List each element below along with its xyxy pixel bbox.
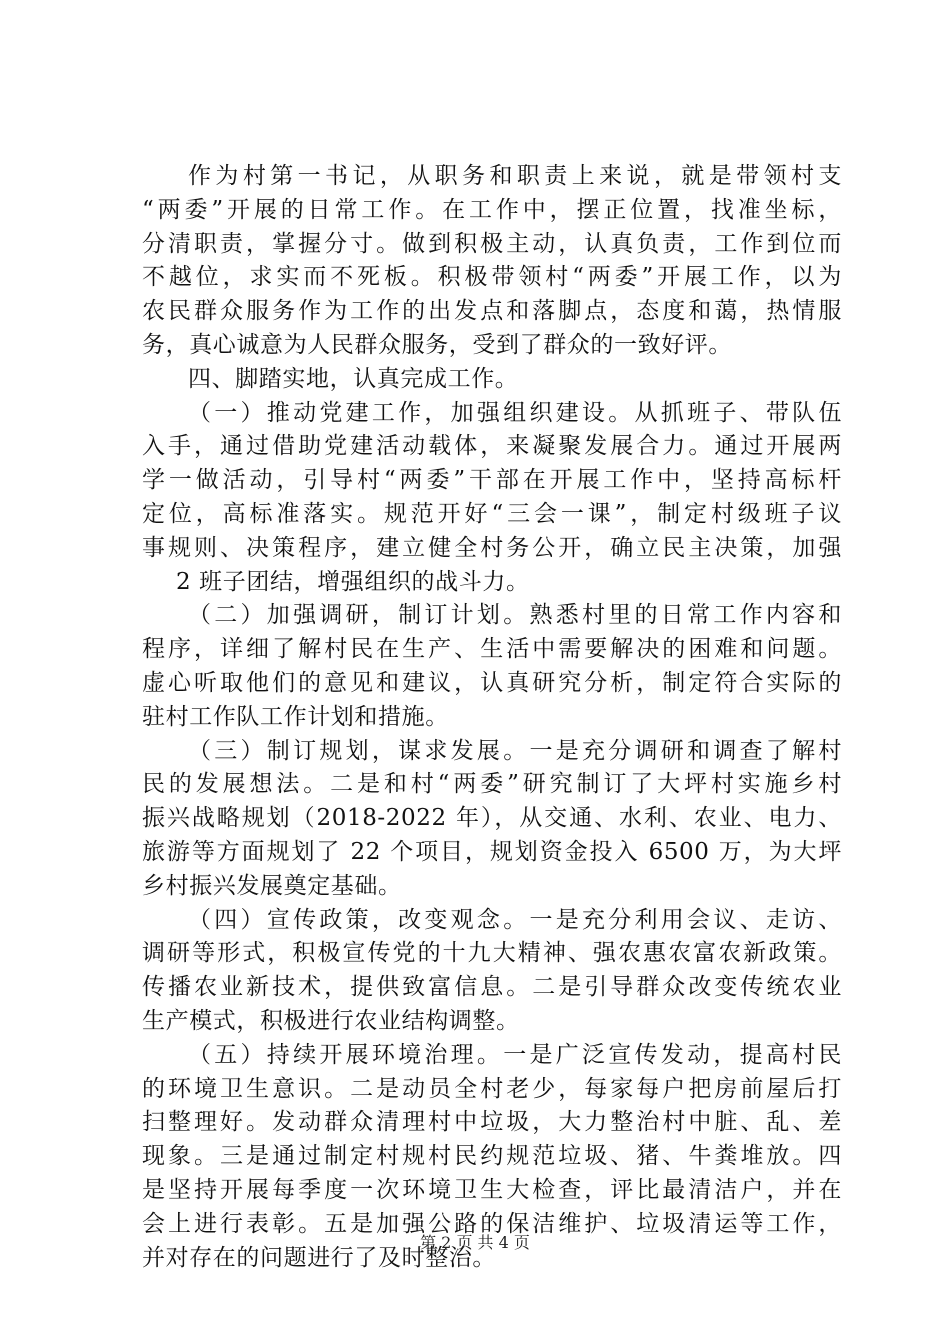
text-line: （三）制订规划，谋求发展。一是充分调研和调查了解村 bbox=[188, 737, 842, 764]
text-line: 事规则、决策程序，建立健全村务公开，确立民主决策，加强 bbox=[142, 534, 842, 561]
text-line: （一）推动党建工作，加强组织建设。从抓班子、带队伍 bbox=[188, 399, 842, 426]
text-line: 生产模式，积极进行农业结构调整。 bbox=[142, 1007, 520, 1034]
text-line: 会上进行表彰。五是加强公路的保洁维护、垃圾清运等工作， bbox=[142, 1210, 842, 1237]
text-line: 不越位，求实而不死板。积极带领村“两委”开展工作，以为 bbox=[142, 264, 842, 291]
text-line: （二）加强调研，制订计划。熟悉村里的日常工作内容和 bbox=[188, 602, 842, 629]
text-line: 入手，通过借助党建活动载体，来凝聚发展合力。通过开展两 bbox=[142, 433, 842, 460]
text-line: 乡村振兴发展奠定基础。 bbox=[142, 872, 402, 899]
text-line: 并对存在的问题进行了及时整治。 bbox=[142, 1244, 496, 1271]
text-line: 民的发展想法。二是和村“两委”研究制订了大坪村实施乡村 bbox=[142, 771, 842, 798]
text-line: 是坚持开展每季度一次环境卫生大检查，评比最清洁户，并在 bbox=[142, 1176, 842, 1203]
text-line: 作为村第一书记，从职务和职责上来说，就是带领村支 bbox=[188, 163, 842, 189]
page-footer: 第 2 页 共 4 页 bbox=[420, 1233, 530, 1252]
text-line: 的环境卫生意识。二是动员全村老少，每家每户把房前屋后打 bbox=[142, 1075, 842, 1102]
text-line: “两委”开展的日常工作。在工作中，摆正位置，找准坐标， bbox=[142, 196, 842, 223]
text-line: 虚心听取他们的意见和建议，认真研究分析，制定符合实际的 bbox=[142, 669, 842, 696]
text-line: 振兴战略规划（2018-2022 年），从交通、水利、农业、电力、 bbox=[142, 805, 842, 832]
text-line: 调研等形式，积极宣传党的十九大精神、强农惠农富农新政策。 bbox=[142, 940, 842, 967]
text-line: 务，真心诚意为人民群众服务，受到了群众的一致好评。 bbox=[142, 331, 732, 358]
text-line: 定位，高标准落实。规范开好“三会一课”，制定村级班子议 bbox=[142, 500, 842, 527]
text-line: 驻村工作队工作计划和措施。 bbox=[142, 703, 449, 730]
text-line: 扫整理好。发动群众清理村中垃圾，大力整治村中脏、乱、差 bbox=[142, 1109, 842, 1136]
document-body bbox=[142, 160, 842, 1275]
text-line: 现象。三是通过制定村规村民约规范垃圾、猪、牛粪堆放。四 bbox=[142, 1143, 842, 1170]
text-line: 2 班子团结，增强组织的战斗力。 bbox=[176, 568, 530, 595]
text-line: 学一做活动，引导村“两委”干部在开展工作中，坚持高标杆 bbox=[142, 467, 842, 494]
text-line: 分清职责，掌握分寸。做到积极主动，认真负责，工作到位而 bbox=[142, 230, 842, 257]
text-line: （四）宣传政策，改变观念。一是充分利用会议、走访、 bbox=[188, 906, 842, 933]
text-line: （五）持续开展环境治理。一是广泛宣传发动，提高村民 bbox=[188, 1041, 842, 1068]
text-line: 程序，详细了解村民在生产、生活中需要解决的困难和问题。 bbox=[142, 636, 842, 663]
text-line: 旅游等方面规划了 22 个项目，规划资金投入 6500 万，为大坪 bbox=[142, 838, 842, 865]
text-line: 农民群众服务作为工作的出发点和落脚点，态度和蔼，热情服 bbox=[142, 298, 842, 325]
text-line: 四、脚踏实地，认真完成工作。 bbox=[188, 365, 519, 392]
text-line: 传播农业新技术，提供致富信息。二是引导群众改变传统农业 bbox=[142, 974, 842, 1001]
